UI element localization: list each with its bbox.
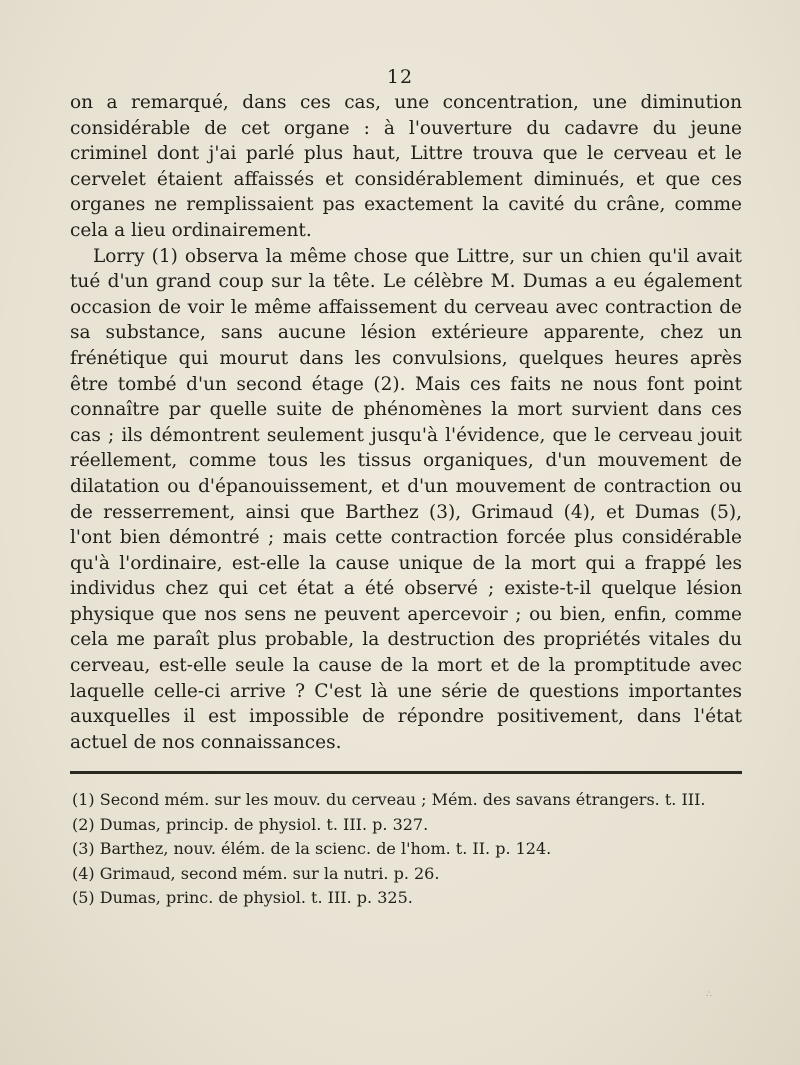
paragraph-continuation: on a remarqué, dans ces cas, une concentration, une diminution considérable de cet organe : à l'ouverture du cadavre du jeune criminel dont j'ai parlé plus haut, Littre trouva que le cerveau et le cervelet étaient affaissés et considérablement diminués, et que ces organes ne remplissaient pas exactement la cavité du crâne, comme cela a lieu ordinairement.	[70, 92, 742, 241]
paragraph-lorry: Lorry (1) observa la même chose que Littre, sur un chien qu'il avait tué d'un grand coup sur la tête. Le célèbre M. Dumas a eu également occasion de voir le même affaissement du cerveau avec contraction de sa substance, sans aucune lésion extérieure apparente, chez un frénétique qui mourut dans les convulsions, quelques heures après être tombé d'un second étage (2). Mais ces faits ne nous font point connaître par quelle suite de phénomènes la mort survient dans ces cas ; ils démontrent seulement jusqu'à l'évidence, que le cerveau jouit réellement, comme tous les tissus organiques, d'un mouvement de dilatation ou d'épanouissement, et d'un mouvement de contraction ou de resserrement, ainsi que Barthez (3), Grimaud (4), et Dumas (5), l'ont bien démontré ; mais cette contraction forcée plus considérable qu'à l'ordinaire, est-elle la cause unique de la mort qui a frappé les individus chez qui cet état a été observé ; existe-t-il quelque lésion physique que nos sens ne peuvent apercevoir ; ou bien, enfin, comme cela me paraît plus probable, la destruction des propriétés vitales du cerveau, est-elle seule la cause de la mort et de la promptitude avec laquelle celle-ci arrive ? C'est là une série de questions importantes auxquelles il est impossible de répondre positivement, dans l'état actuel de nos connaissances.	[70, 245, 742, 753]
footnote-separator	[70, 771, 742, 774]
library-stamp-mark: ∴	[706, 990, 712, 1000]
footnote-1: (1) Second mém. sur les mouv. du cerveau ; Mém. des savans étrangers. t. III.	[72, 790, 706, 809]
body-text	[70, 90, 742, 755]
footnotes	[72, 788, 744, 911]
page-number: 12	[386, 66, 414, 88]
footnote-2: (2) Dumas, princip. de physiol. t. III. p. 327.	[72, 814, 429, 834]
footnote-3: (3) Barthez, nouv. élém. de la scienc. de l'hom. t. II. p. 124.	[72, 839, 552, 858]
footnote-5: (5) Dumas, princ. de physiol. t. III. p. 325.	[72, 888, 413, 907]
footnote-4: (4) Grimaud, second mém. sur la nutri. p. 26.	[72, 863, 440, 883]
